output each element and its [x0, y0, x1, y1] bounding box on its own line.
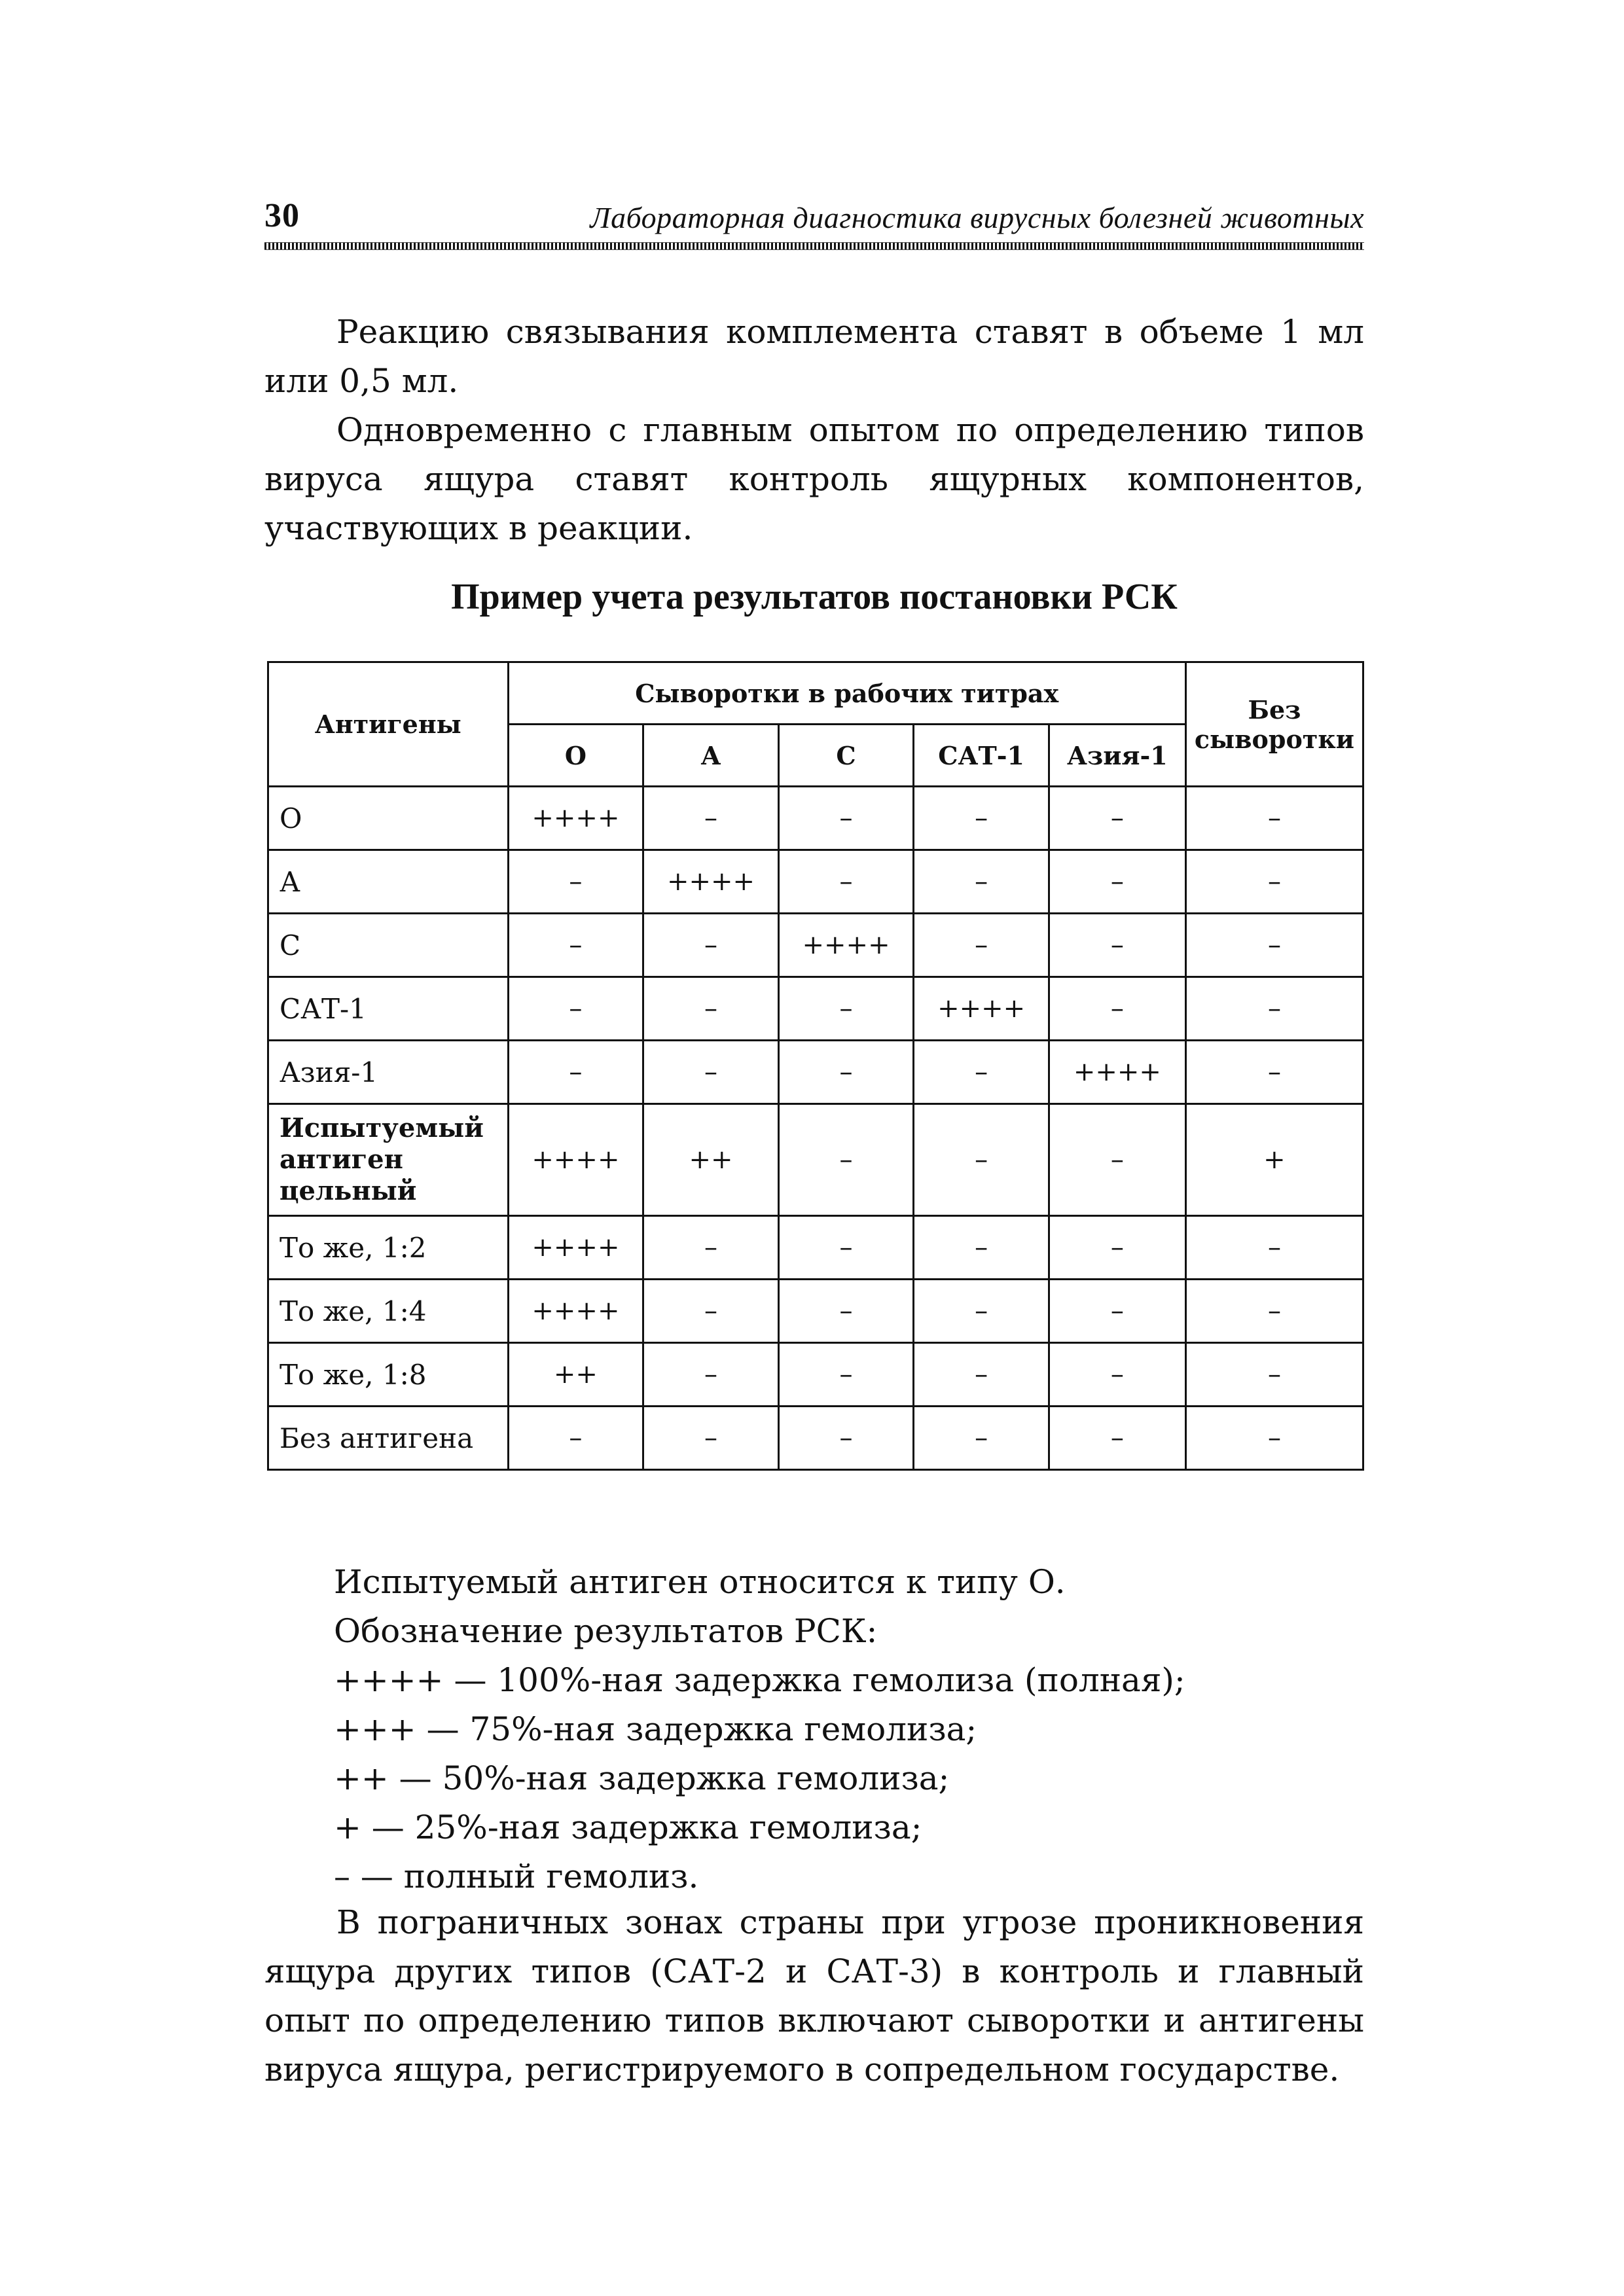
table-cell: – [508, 1041, 643, 1104]
table-cell: – [778, 1041, 914, 1104]
table-cell: – [778, 787, 914, 850]
table-cell: – [643, 787, 779, 850]
final-paragraph [264, 1898, 1364, 2094]
table-cell: – [1049, 1104, 1185, 1216]
table-cell: – [1185, 1216, 1363, 1280]
table-cell: – [1185, 1280, 1363, 1343]
row-label: То же, 1:8 [268, 1343, 509, 1407]
table-cell: ++++ [643, 850, 779, 914]
paragraph-1-text: Реакцию связывания комплемента ставят в объеме 1 мл или 0,5 мл. [264, 313, 1364, 400]
table-cell: – [914, 787, 1049, 850]
header-serum-o: О [508, 725, 643, 787]
table-row [268, 1104, 1363, 1216]
table-row [268, 1041, 1363, 1104]
legend-title: Обозначение результатов РСК: [334, 1612, 878, 1650]
header-serum-c: С [778, 725, 914, 787]
table-cell: – [778, 1280, 914, 1343]
table-cell: + [1185, 1104, 1363, 1216]
table-cell: – [1049, 914, 1185, 977]
table-cell: ++++ [508, 1104, 643, 1216]
table-row [268, 1280, 1363, 1343]
table-cell: – [508, 1407, 643, 1470]
table-cell: – [1185, 1041, 1363, 1104]
table-cell: – [643, 1041, 779, 1104]
table-cell: ++++ [778, 914, 914, 977]
table-cell: – [1185, 850, 1363, 914]
table-cell: – [643, 1216, 779, 1280]
table-cell: – [643, 1280, 779, 1343]
table-row [268, 1407, 1363, 1470]
page-number: 30 [264, 197, 300, 234]
table-cell: – [914, 1104, 1049, 1216]
table-cell: – [643, 1343, 779, 1407]
running-header [264, 196, 1364, 236]
table-cell: – [914, 850, 1049, 914]
final-paragraph-text: В пограничных зонах страны при угрозе проникновения ящура других типов (САТ-2 и САТ-3) в контроль и главный опыт по определению типов включают сыворотки и антигены вируса ящура, регистрируемого в сопредельном государстве. [264, 1903, 1364, 2089]
row-label: То же, 1:2 [268, 1216, 509, 1280]
legend-item: +++ — 75%-ная задержка гемолиза; [334, 1710, 977, 1748]
table-cell: – [1049, 1216, 1185, 1280]
table-cell: – [914, 1216, 1049, 1280]
table-cell: – [508, 850, 643, 914]
header-serum-asia1: Азия-1 [1049, 725, 1185, 787]
table-cell: ++++ [1049, 1041, 1185, 1104]
table-row [268, 850, 1363, 914]
table-cell: – [643, 1407, 779, 1470]
table-title: Пример учета результатов постановки РСК [451, 577, 1178, 617]
table-row [268, 1216, 1363, 1280]
table-row [268, 914, 1363, 977]
header-serum-sat1: САТ-1 [914, 725, 1049, 787]
legend-item: + — 25%-ная задержка гемолиза; [334, 1808, 922, 1846]
table-cell: ++ [643, 1104, 779, 1216]
legend-item: ++ — 50%-ная задержка гемолиза; [334, 1759, 950, 1797]
header-serum-a: А [643, 725, 779, 787]
header-no-serum: Без сыворотки [1185, 662, 1363, 787]
table-cell: – [778, 1343, 914, 1407]
row-label: О [268, 787, 509, 850]
results-legend [334, 1558, 1364, 1901]
table-cell: – [643, 977, 779, 1041]
table-cell: – [1049, 850, 1185, 914]
table-cell: – [914, 914, 1049, 977]
paragraph-2-text: Одновременно с главным опытом по определению типов вируса ящура ставят контроль ящурных компонентов, участвующих в реакции. [264, 411, 1364, 547]
table-row [268, 977, 1363, 1041]
table-cell: ++++ [508, 787, 643, 850]
legend-item: – — полный гемолиз. [334, 1857, 699, 1895]
row-label: С [268, 914, 509, 977]
row-label: Без антигена [268, 1407, 509, 1470]
row-label: САТ-1 [268, 977, 509, 1041]
table-cell: – [508, 914, 643, 977]
row-label: А [268, 850, 509, 914]
table-cell: – [508, 977, 643, 1041]
table-cell: – [1185, 787, 1363, 850]
table-cell: – [914, 1343, 1049, 1407]
table-row [268, 1343, 1363, 1407]
legend-item: ++++ — 100%-ная задержка гемолиза (полная); [334, 1661, 1185, 1699]
header-sera-group: Сыворотки в рабочих титрах [508, 662, 1185, 725]
table-cell: ++ [508, 1343, 643, 1407]
table-cell: – [1185, 914, 1363, 977]
table-cell: – [1049, 787, 1185, 850]
table-cell: – [778, 1216, 914, 1280]
table-cell: – [778, 977, 914, 1041]
table-row [268, 787, 1363, 850]
table-cell: ++++ [914, 977, 1049, 1041]
table-cell: – [914, 1041, 1049, 1104]
row-label: Испытуемый антиген цельный [268, 1104, 509, 1216]
table-cell: – [914, 1407, 1049, 1470]
row-label: То же, 1:4 [268, 1280, 509, 1343]
table-cell: – [1185, 1407, 1363, 1470]
conclusion-line: Испытуемый антиген относится к типу О. [334, 1563, 1066, 1601]
table-cell: – [778, 850, 914, 914]
table-cell: – [1049, 977, 1185, 1041]
rsk-results-table [267, 661, 1364, 1471]
paragraph-2 [264, 406, 1364, 553]
table-cell: – [778, 1104, 914, 1216]
table-cell: – [914, 1280, 1049, 1343]
table-cell: – [1049, 1407, 1185, 1470]
header-antigens: Антигены [268, 662, 509, 787]
table-cell: ++++ [508, 1280, 643, 1343]
paragraph-1 [264, 308, 1364, 406]
table-cell: – [1185, 1343, 1363, 1407]
header-rule [264, 242, 1364, 250]
table-cell: – [778, 1407, 914, 1470]
table-cell: – [1049, 1280, 1185, 1343]
table-cell: – [1185, 977, 1363, 1041]
table-cell: ++++ [508, 1216, 643, 1280]
table-cell: – [643, 914, 779, 977]
book-title: Лабораторная диагностика вирусных болезней животных [590, 201, 1364, 234]
table-cell: – [1049, 1343, 1185, 1407]
row-label: Азия-1 [268, 1041, 509, 1104]
